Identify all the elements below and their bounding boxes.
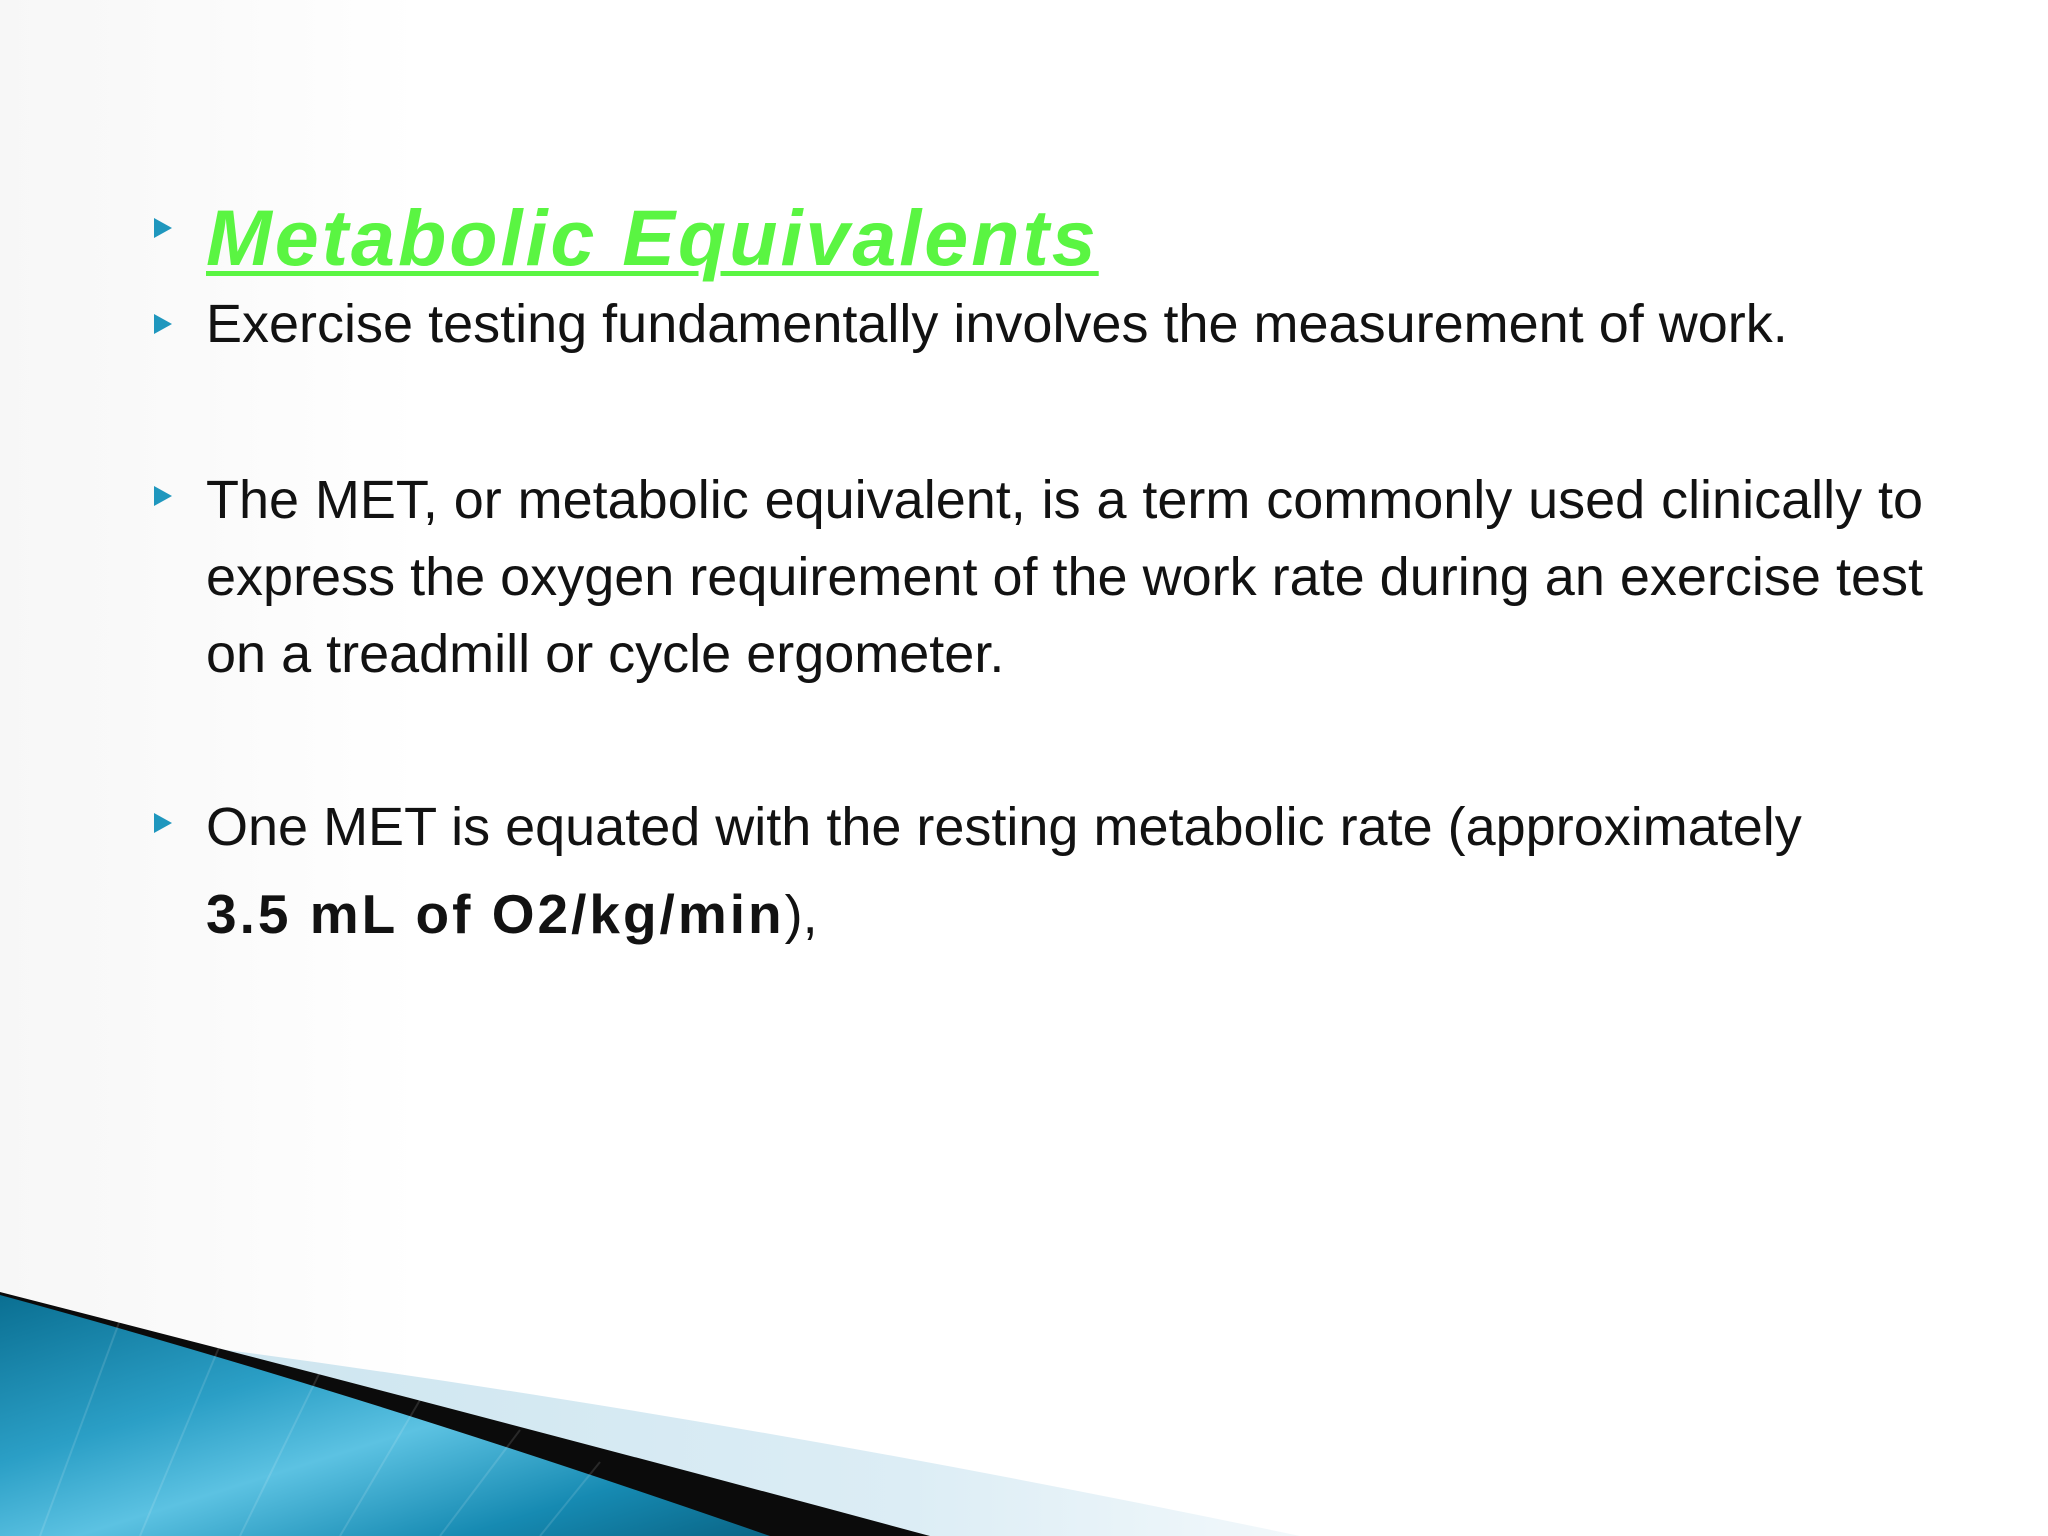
bullet-arrow-icon [154,218,172,238]
bullet-text: Exercise testing fundamentally involves the measurement of work. [206,294,1788,354]
oxygen-rate-value: 3.5 mL of O2/kg/min [206,883,785,945]
bullet-item [148,286,1923,366]
bullet-text: The MET, or metabolic equivalent, is a term commonly used clinically to express the oxygen requirement of the work rate during an exercise test on a treadmill or cycle ergometer. [206,470,1923,684]
bullet-arrow-icon [154,813,172,833]
bullet-text-line-two [206,876,1923,954]
slide-heading: Metabolic Equivalents [206,193,1099,282]
bullet-arrow-icon [154,314,172,334]
bullet-text-block [206,789,1923,954]
bullet-text-suffix: ), [784,885,818,945]
bullet-item [148,789,1923,954]
bullet-list [148,190,1923,954]
bullet-text: One MET is equated with the resting metabolic rate (approximately [206,797,1802,857]
bullet-heading [148,190,1923,286]
bullet-item [148,462,1923,693]
bullet-arrow-icon [154,486,172,506]
